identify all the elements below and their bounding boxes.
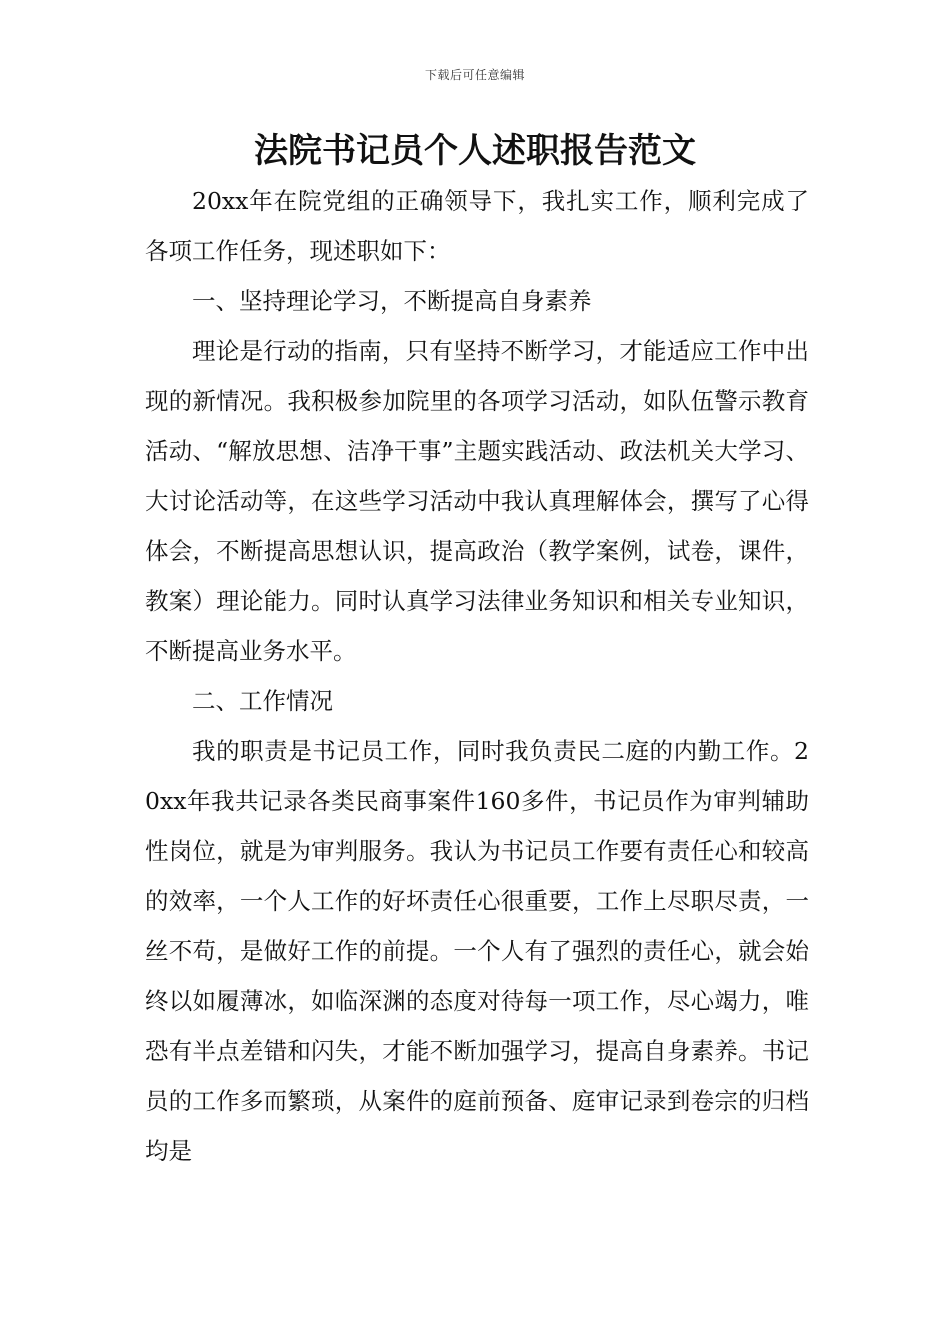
paragraph-intro: 20xx年在院党组的正确领导下，我扎实工作，顺利完成了各项工作任务，现述职如下：	[145, 187, 809, 265]
section-heading-work-situation: 二、工作情况	[192, 687, 333, 715]
paragraph-theory-study: 理论是行动的指南，只有坚持不断学习，才能适应工作中出现的新情况。我积极参加院里的各项学习活动，如队伍警示教育活动、“解放思想、洁净干事”主题实践活动、政法机关大学习、大讨论活动等，在这些学习活动中我认真理解体会，撰写了心得体会，不断提高思想认识，提高政治（教学案例，试卷，课件，教案）理论能力。同时认真学习法律业务知识和相关专业知识，不断提高业务水平。	[145, 337, 809, 665]
paragraph-work-situation: 我的职责是书记员工作，同时我负责民二庭的内勤工作。20xx年我共记录各类民商事案件160多件，书记员作为审判辅助性岗位，就是为审判服务。我认为书记员工作要有责任心和较高的效率，一个人工作的好坏责任心很重要，工作上尽职尽责，一丝不苟，是做好工作的前提。一个人有了强烈的责任心，就会始终以如履薄冰，如临深渊的态度对待每一项工作，尽心竭力，唯恐有半点差错和闪失，才能不断加强学习，提高自身素养。书记员的工作多而繁琐，从案件的庭前预备、庭审记录到卷宗的归档均是	[145, 737, 809, 1165]
header-note: 下载后可任意编辑	[424, 68, 525, 82]
document-title: 法院书记员个人述职报告范文	[254, 131, 696, 171]
section-heading-theory-study: 一、坚持理论学习，不断提高自身素养	[192, 287, 592, 315]
document-body	[145, 176, 809, 1176]
